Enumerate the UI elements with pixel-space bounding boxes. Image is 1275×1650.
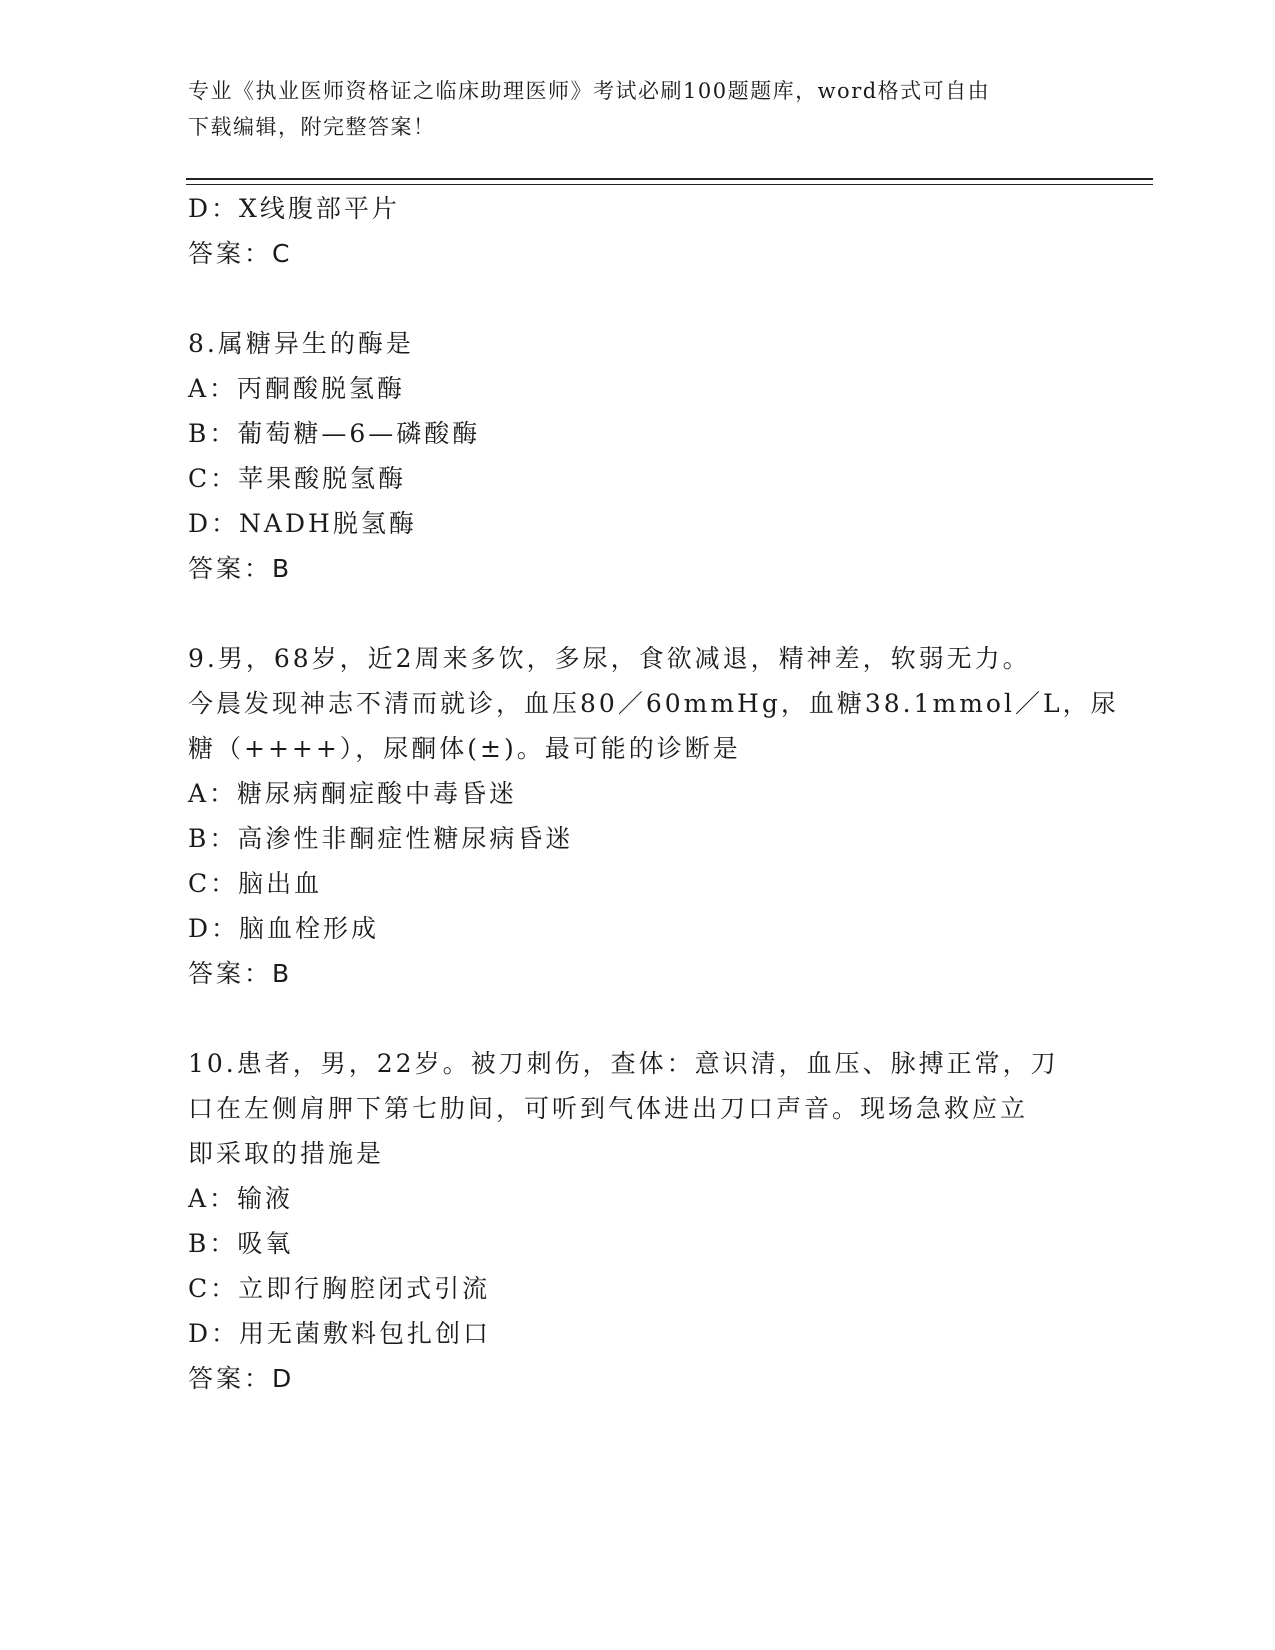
question-stem-line-2: 今晨发现神志不清而就诊，血压80／60mmHg，血糖38.1mmol／L，尿 (188, 689, 1119, 718)
question-stem-line-3: 即采取的措施是 (188, 1139, 385, 1168)
header-line-2: 下载编辑，附完整答案！ (188, 115, 436, 139)
option-a: A：丙酮酸脱氢酶 (188, 374, 406, 403)
option-c: C：立即行胸腔闭式引流 (188, 1274, 491, 1303)
header-line-1: 专业《执业医师资格证之临床助理医师》考试必刷100题题库，word格式可自由 (188, 79, 991, 103)
question-stem: 8.属糖异生的酶是 (188, 329, 414, 358)
answer: 答案：B (188, 959, 293, 988)
spacer (188, 996, 1088, 1041)
question-stem-line-1: 9.男，68岁，近2周来多饮，多尿，食欲减退，精神差，软弱无力。 (188, 644, 1031, 673)
option-c: C：脑出血 (188, 869, 323, 898)
answer: 答案：C (188, 239, 293, 268)
option-d: D：用无菌敷料包扎创口 (188, 1319, 492, 1348)
option-b: B：吸氧 (188, 1229, 294, 1258)
option-c: C：苹果酸脱氢酶 (188, 464, 407, 493)
question-stem-line-1: 10.患者，男，22岁。被刀刺伤，查体：意识清，血压、脉搏正常，刀 (188, 1049, 1059, 1078)
question-9 (188, 636, 1119, 996)
page-header (188, 73, 1088, 145)
answer: 答案：B (188, 554, 293, 583)
option-d: D：脑血栓形成 (188, 914, 380, 943)
question-stem-line-2: 口在左侧肩胛下第七肋间，可听到气体进出刀口声音。现场急救应立 (188, 1094, 1029, 1123)
option-b: B：葡萄糖—6—磷酸酶 (188, 419, 481, 448)
question-stem-line-3: 糖（++++），尿酮体(±)。最可能的诊断是 (188, 734, 741, 763)
option-b: B：高渗性非酮症性糖尿病昏迷 (188, 824, 574, 853)
question-8 (188, 321, 1088, 591)
option-d: D：NADH脱氢酶 (188, 509, 417, 538)
option-a: A：输液 (188, 1184, 294, 1213)
spacer (188, 276, 1088, 321)
header-divider-thin (186, 184, 1153, 185)
question-10 (188, 1041, 1088, 1401)
header-divider-thick (186, 178, 1153, 180)
option-a: A：糖尿病酮症酸中毒昏迷 (188, 779, 518, 808)
question-list (188, 186, 1119, 1401)
spacer (188, 591, 1088, 636)
question-prev-tail (188, 186, 1088, 276)
option-d: D：X线腹部平片 (188, 194, 400, 223)
answer: 答案：D (188, 1364, 295, 1393)
